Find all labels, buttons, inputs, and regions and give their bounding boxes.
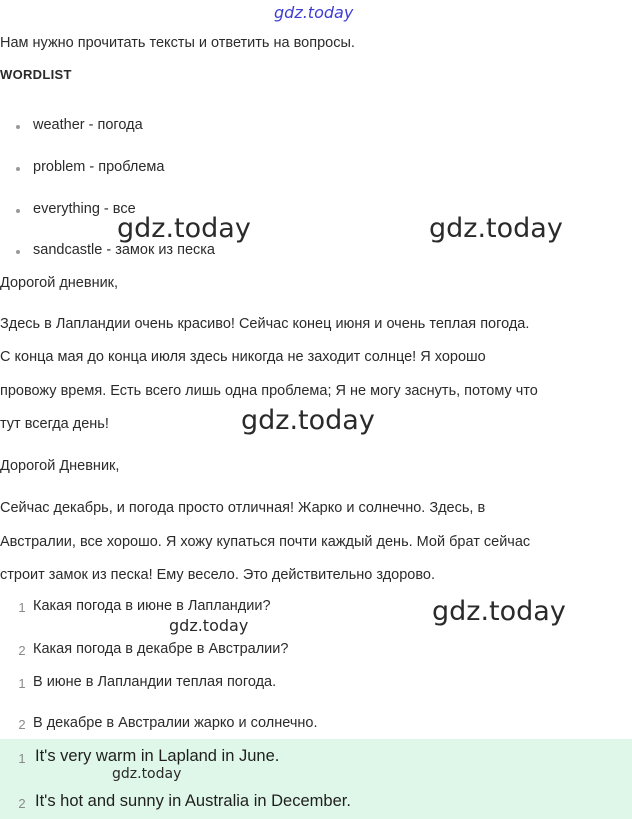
- answer-en-text: It's very warm in Lapland in June.: [35, 747, 280, 765]
- list-number: 2: [18, 643, 26, 658]
- bullet-icon: [16, 167, 20, 171]
- list-number: 1: [18, 751, 26, 766]
- diary2-line: строит замок из песка! Ему весело. Это действительно здорово.: [0, 567, 435, 583]
- watermark: gdz.today: [169, 616, 249, 635]
- answer-en-text: It's hot and sunny in Australia in December.: [35, 792, 351, 810]
- diary1-greeting: Дорогой дневник,: [0, 275, 119, 291]
- watermark: gdz.today: [117, 213, 251, 244]
- watermark: gdz.today: [241, 405, 375, 436]
- wordlist-title: WORDLIST: [0, 67, 72, 82]
- wordlist-item: everything - все: [33, 201, 136, 217]
- watermark-top: gdz.today: [274, 3, 354, 22]
- question-text: Какая погода в июне в Лапландии?: [33, 598, 271, 614]
- bullet-icon: [16, 125, 20, 129]
- diary2-line: Австралии, все хорошо. Я хожу купаться почти каждый день. Мой брат сейчас: [0, 534, 531, 550]
- watermark: gdz.today: [112, 766, 182, 782]
- list-number: 2: [18, 717, 26, 732]
- bullet-icon: [16, 209, 20, 213]
- watermark: gdz.today: [429, 213, 563, 244]
- question-text: Какая погода в декабре в Австралии?: [33, 641, 289, 657]
- diary1-line: провожу время. Есть всего лишь одна проблема; Я не могу заснуть, потому что: [0, 383, 538, 399]
- answer-text: В декабре в Австралии жарко и солнечно.: [33, 715, 318, 731]
- bullet-icon: [16, 250, 20, 254]
- wordlist-item: problem - проблема: [33, 159, 165, 175]
- watermark: gdz.today: [432, 596, 566, 627]
- diary1-line: тут всегда день!: [0, 416, 109, 432]
- wordlist-item: weather - погода: [33, 117, 143, 133]
- intro-text: Нам нужно прочитать тексты и ответить на вопросы.: [0, 35, 355, 51]
- wordlist-item: sandcastle - замок из песка: [33, 242, 215, 258]
- answer-text: В июне в Лапландии теплая погода.: [33, 674, 277, 690]
- list-number: 2: [18, 796, 26, 811]
- diary1-line: С конца мая до конца июля здесь никогда не заходит солнце! Я хорошо: [0, 349, 486, 365]
- diary2-greeting: Дорогой Дневник,: [0, 458, 120, 474]
- diary1-line: Здесь в Лапландии очень красиво! Сейчас конец июня и очень теплая погода.: [0, 316, 530, 332]
- diary2-line: Сейчас декабрь, и погода просто отличная! Жарко и солнечно. Здесь, в: [0, 500, 486, 516]
- list-number: 1: [18, 600, 26, 615]
- list-number: 1: [18, 676, 26, 691]
